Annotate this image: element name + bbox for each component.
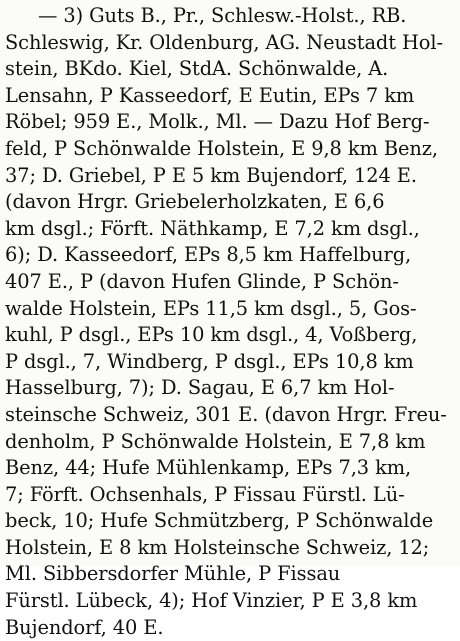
text-line: denholm, P Schönwalde Holstein, E 7,8 km [5,429,426,453]
text-line: 37; D. Griebel, P E 5 km Bujendorf, 124 E. [5,163,417,187]
text-line: Ml. Sibbersdorfer Mühle, P Fissau [5,562,341,586]
text-line: beck, 10; Hufe Schmützberg, P Schönwalde [5,509,434,533]
text-line: Holstein, E 8 km Holsteinsche Schweiz, 12; [5,535,430,559]
text-line: 7; Förft. Ochsenhals, P Fissau Fürstl. Lü- [5,482,405,506]
text-line: feld, P Schönwalde Holstein, E 9,8 km Benz, [5,136,438,160]
text-line: Röbel; 959 E., Molk., Ml. — Dazu Hof Berg- [5,110,430,134]
text-line: 6); D. Kasseedorf, EPs 8,5 km Haffelburg, [5,243,412,267]
text-line: Bujendorf, 40 E. [5,615,164,639]
text-line: kuhl, P dsgl., EPs 10 km dsgl., 4, Voßberg, [5,323,418,347]
text-line: (davon Hrgr. Griebelerholzkaten, E 6,6 [5,190,385,214]
text-line: — 3) Guts B., Pr., Schlesw.-Holst., RB. [38,4,407,27]
text-line: walde Holstein, EPs 11,5 km dsgl., 5, Gos- [5,296,417,320]
text-line: Lensahn, P Kasseedorf, E Eutin, EPs 7 km [5,83,415,107]
text-line: Schleswig, Kr. Oldenburg, AG. Neustadt Hol- [5,30,443,54]
text-line: km dsgl.; Förft. Näthkamp, E 7,2 km dsgl., [5,216,420,240]
text-line: steinsche Schweiz, 301 E. (davon Hrgr. Freu- [5,402,447,426]
text-line: P dsgl., 7, Windberg, P dsgl., EPs 10,8 km [5,349,414,373]
gazetteer-entry [5,3,454,641]
text-line: Fürstl. Lübeck, 4); Hof Vinzier, P E 3,8 km [5,589,418,613]
text-line: stein, BKdo. Kiel, StdA. Schönwalde, A. [5,57,389,81]
text-line: Benz, 44; Hufe Mühlenkamp, EPs 7,3 km, [5,456,412,480]
text-line: Hasselburg, 7); D. Sagau, E 6,7 km Hol- [5,376,395,400]
text-line: 407 E., P (davon Hufen Glinde, P Schön- [5,269,399,293]
